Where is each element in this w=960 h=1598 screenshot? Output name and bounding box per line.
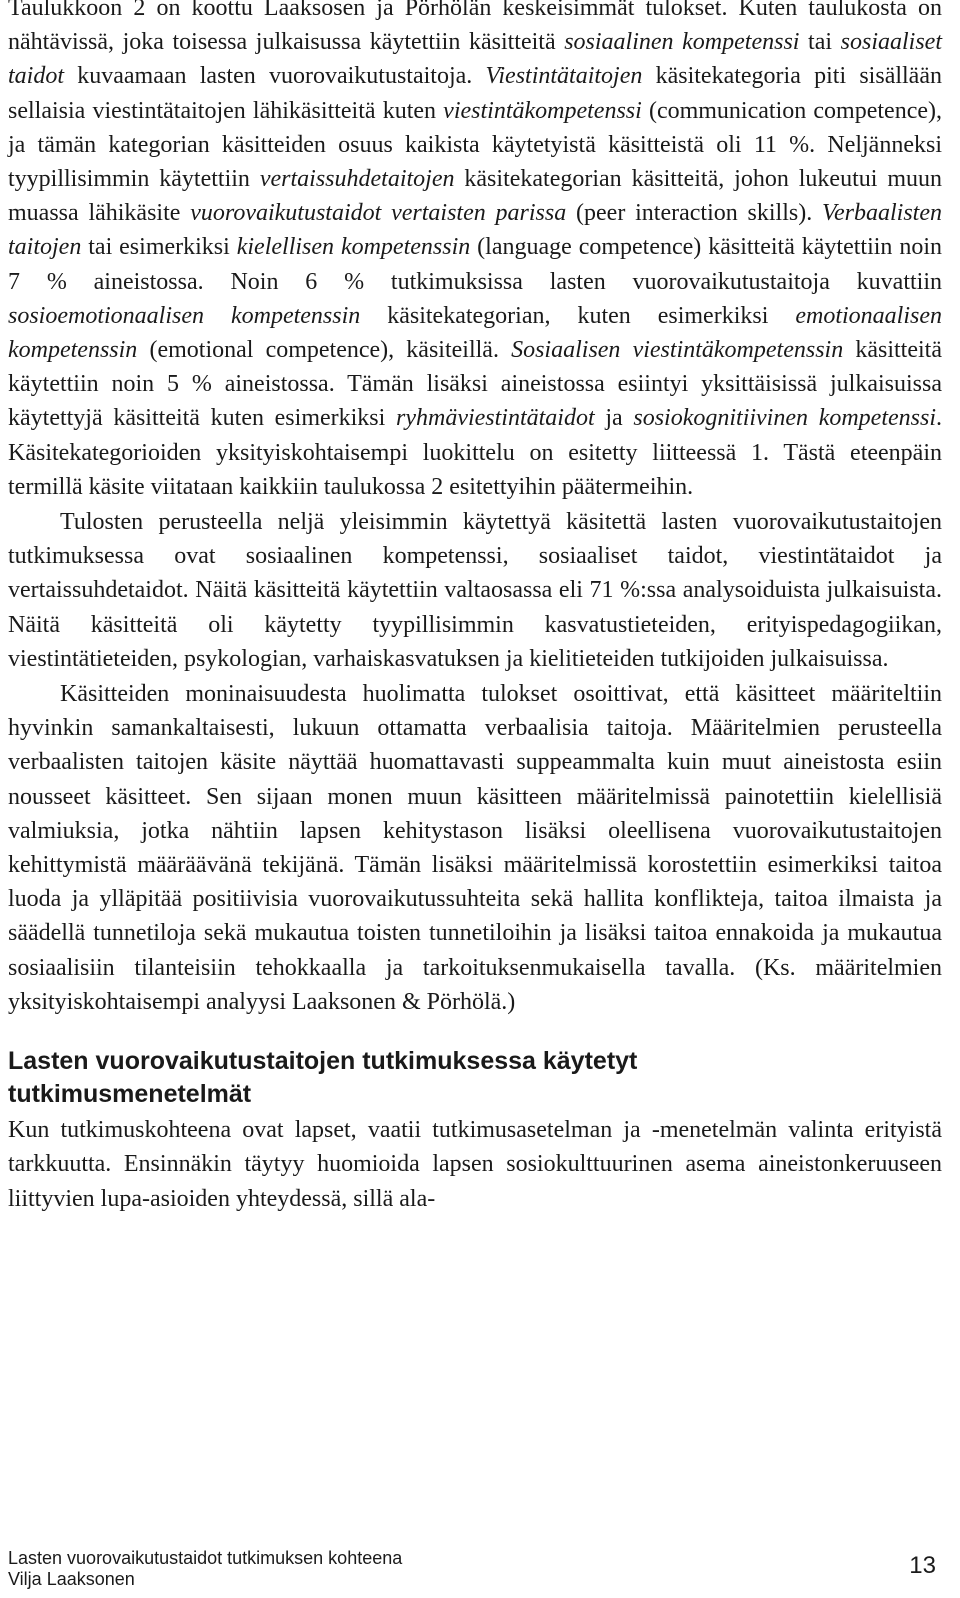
text-run: käsitteitä käytettiin noin 5 % aineistossa. Tämän lisäksi aineistossa esiintyi yksittäisissä julkaisuissa käytettyjä käsitteitä kuten esimerkiksi [8,337,942,432]
page-content [8,0,942,1216]
term-emotionaalisen-kompetenssin: emotionaalisen kompetenssin [8,302,942,364]
term-sosiaalinen-kompetenssi: sosiaalinen kompetenssi [564,29,800,56]
text-run: (peer interaction skills). [566,200,822,227]
term-sosiaalisen-viestintakompetenssin: Sosiaalisen viestintäkompetenssin [511,337,844,364]
text-run: käsitekategoria piti sisällään sellaisia viestintätaitojen lähikäsitteitä kuten [8,63,942,124]
text-run: käsitekategorian, kuten esimerkiksi [360,302,796,329]
term-vuorovaikutustaidot-vertaisten-parissa: vuorovaikutustaidot vertaisten parissa [190,200,567,227]
paragraph-1 [8,0,942,504]
page-footer [8,1548,936,1590]
text-run: kuvaamaan lasten vuorovaikutustaitoja. [64,63,486,90]
text-run: Taulukkoon 2 on koottu Laaksosen ja Pörhölän keskeisimmät tulokset. Kuten taulukosta on nähtävissä, joka toisessa julkaisussa käytettiin käsitteitä [8,0,942,56]
paragraph-2: Tulosten perusteella neljä yleisimmin käytettyä käsitettä lasten vuorovaikutustaitojen tutkimuksessa ovat sosiaalinen kompetenssi, sosiaaliset taidot, viestintätaidot ja vertaissuhdetaidot. Näitä käsitteitä käytettiin valtaosassa eli 71 %:ssa analysoiduista julkaisuista. Näitä käsitteitä oli käytetty tyypillisimmin kasvatustieteiden, erityispedagogiikan, viestintätieteiden, psykologian, varhaiskasvatuksen ja kielitieteiden tutkijoiden julkaisuissa. [8,509,942,672]
text-run: . Käsitekategorioiden yksityiskohtaisempi luokittelu on esitetty liitteessä 1. Tästä eteenpäin termillä käsite viitataan kaikkiin taulukossa 2 esitettyihin päätermeihin. [8,405,942,500]
term-viestintakompetenssi: viestintäkompetenssi [443,97,642,124]
text-run: (language competence) käsitteitä käytettiin noin 7 % aineistossa. Noin 6 % tutkimuksissa lasten vuorovaikutustaitoja kuvattiin [8,234,943,295]
page-number: 13 [909,1552,936,1579]
term-verbaalisten-taitojen: Verbaalisten taitojen [8,200,942,261]
section-heading: Lasten vuorovaikutustaitojen tutkimuksessa käytetyt tutkimusmenetelmät [8,1047,638,1109]
footer-author: Vilja Laaksonen [8,1569,135,1589]
term-sosiaaliset-taidot: sosiaaliset taidot [8,29,942,90]
term-sosioemotionaalisen-kompetenssin: sosioemotionaalisen kompetenssin [8,302,361,329]
text-run: käsitekategorian käsitteitä, johon lukeutui muun muassa lähikäsite [8,166,942,227]
text-run: ja [594,405,634,432]
footer-title: Lasten vuorovaikutustaidot tutkimuksen kohteena [8,1548,403,1568]
text-run: (emotional competence), käsiteillä. [137,337,512,364]
paragraph-3: Käsitteiden moninaisuudesta huolimatta tulokset osoittivat, että käsitteet määriteltiin hyvinkin samankaltaisesti, lukuun ottamatta verbaalisia taitoja. Määritelmien perusteella verbaalisten taitojen käsite näyttää huomattavasti suppeammalta kuin muut aineistosta esiin nousseet käsitteet. Sen sijaan monen muun käsitteen määritelmissä painotettiin kielellisiä valmiuksia, jotka nähtiin lapsen kehitystason lisäksi oleellisena vuorovaikutustaitojen kehittymistä määräävänä tekijänä. Tämän lisäksi määritelmissä korostettiin esimerkiksi taitoa luoda ja ylläpitää positiivisia vuorovaikutussuhteita sekä hallita konflikteja, taitoa ilmaista ja säädellä tunnetiloja sekä mukautua toisten tunnetiloihin ja lisäksi taitoa ennakoida ja mukautua sosiaalisiin tilanteisiin tehokkaalla ja tarkoituksenmukaisella tavalla. (Ks. määritelmien yksityiskohtaisempi analyysi Laaksonen & Pörhölä.) [8,681,942,1015]
term-kielellisen-kompetenssin: kielellisen kompetenssin [236,234,471,261]
term-vertaissuhdetaitojen: vertaissuhdetaitojen [259,166,455,193]
term-sosiokognitiivinen-kompetenssi: sosiokognitiivinen kompetenssi [633,405,936,432]
text-run: (communication competence), ja tämän kategorian käsitteiden osuus kaikista käytetyistä käsitteistä oli 11 %. Neljänneksi tyypillisimmin käytettiin [8,97,942,193]
text-run: tai esimerkiksi [81,234,237,261]
term-ryhmaviestintataidot: ryhmäviestintätaidot [396,405,595,432]
term-viestintataitojen: Viestintätaitojen [485,63,643,90]
paragraph-4: Kun tutkimuskohteena ovat lapset, vaatii tutkimusasetelman ja -menetelmän valinta erityistä tarkkuutta. Ensinnäkin täytyy huomioida lapsen sosiokulttuurinen asema aineistonkeruuseen liittyvien lupa-asioiden yhteydessä, sillä ala- [8,1117,942,1212]
text-run: tai [799,29,841,56]
